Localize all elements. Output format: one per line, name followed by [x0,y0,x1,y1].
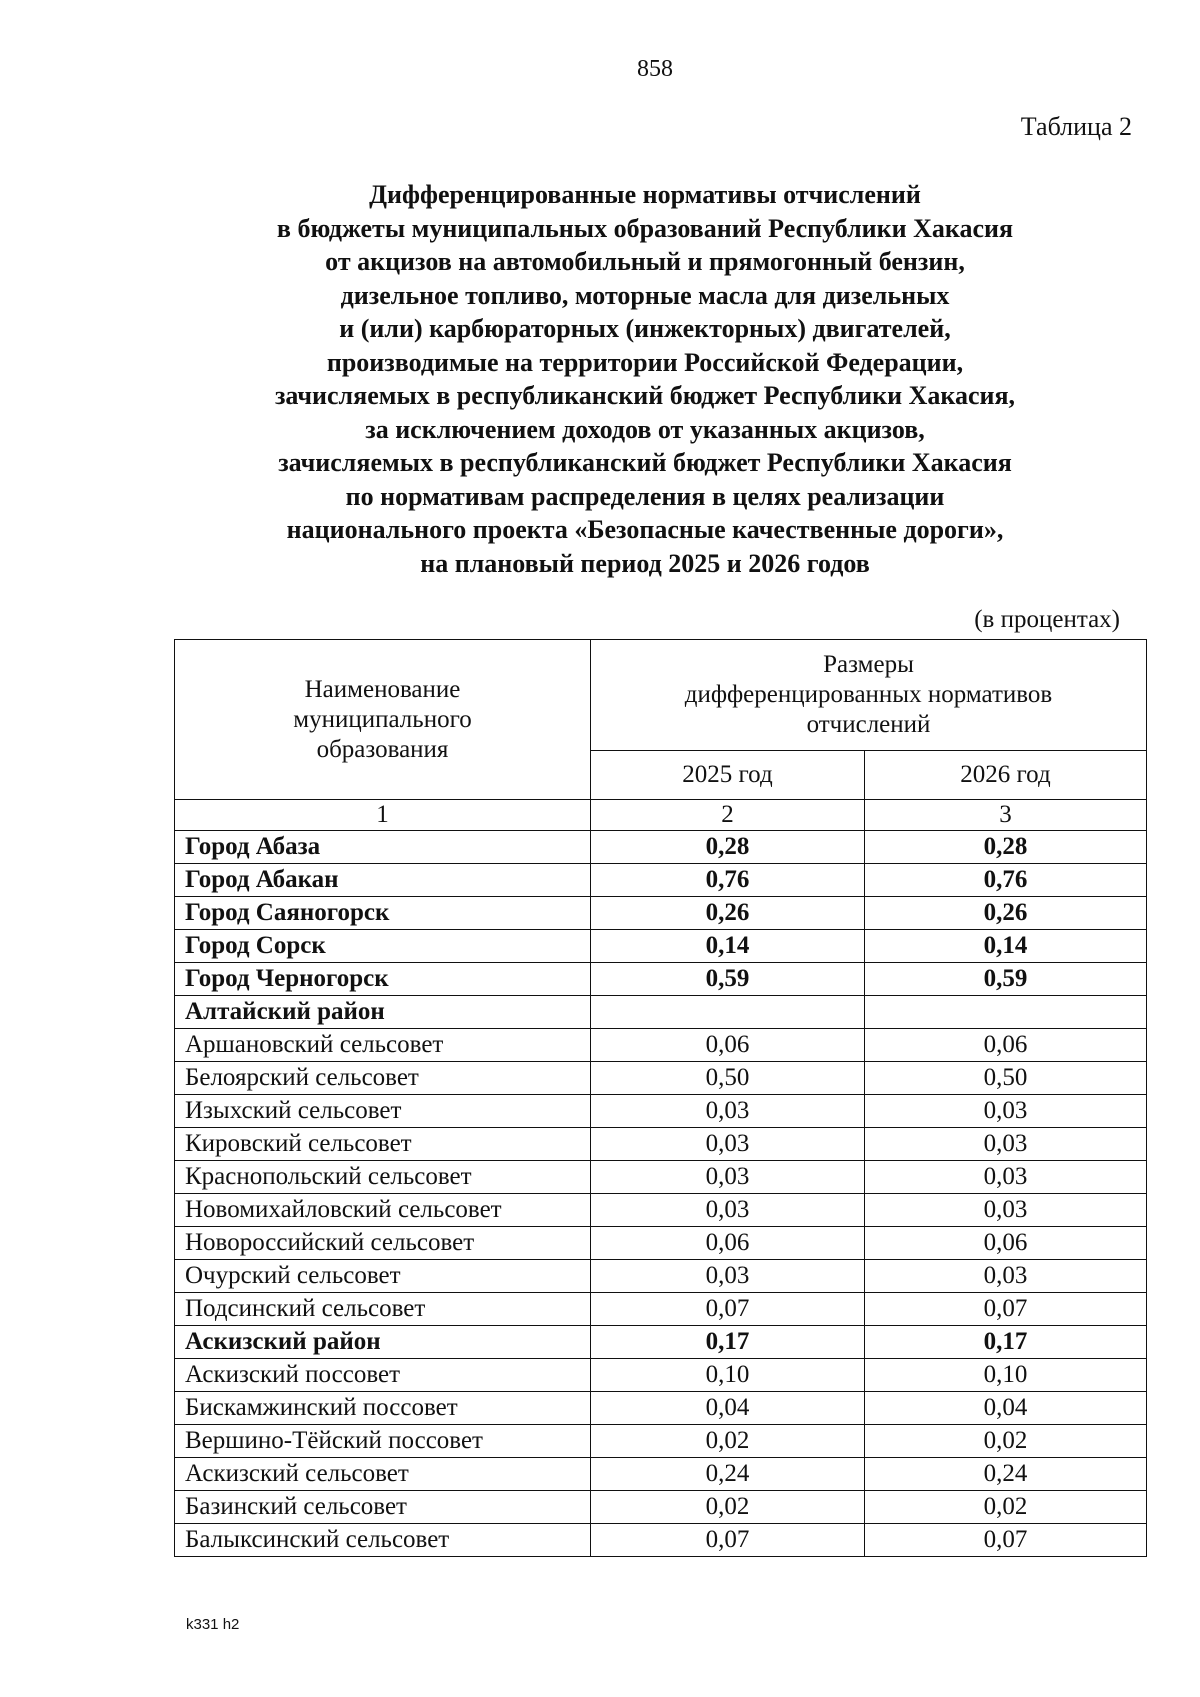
municipality-name: Аскизский сельсовет [175,1458,591,1491]
value-2026: 0,02 [865,1491,1147,1524]
table-row [175,831,1147,864]
header-municipality-line: муниципального [293,705,472,733]
municipality-name: Город Абакан [175,864,591,897]
table-row [175,1161,1147,1194]
title-line: по нормативам распределения в целях реализации [345,481,945,511]
table-row [175,1194,1147,1227]
header-municipality-line: Наименование [304,675,461,703]
municipality-name: Кировский сельсовет [175,1128,591,1161]
value-2026: 0,50 [865,1062,1147,1095]
municipality-name: Подсинский сельсовет [175,1293,591,1326]
value-2025: 0,10 [591,1359,865,1392]
value-2026: 0,10 [865,1359,1147,1392]
header-norm-sizes-line: дифференцированных нормативов [684,681,1053,708]
value-2026: 0,06 [865,1227,1147,1260]
value-2025: 0,17 [591,1326,865,1359]
table-row [175,1095,1147,1128]
table-row [175,1392,1147,1425]
value-2025: 0,24 [591,1458,865,1491]
table-row [175,1062,1147,1095]
value-2026: 0,28 [865,831,1147,864]
value-2026: 0,03 [865,1260,1147,1293]
table-row [175,1128,1147,1161]
value-2026: 0,76 [865,864,1147,897]
value-2026: 0,24 [865,1458,1147,1491]
table-row [175,864,1147,897]
value-2026: 0,26 [865,897,1147,930]
header-year-2026: 2026 год [865,751,1147,800]
value-2025: 0,59 [591,963,865,996]
municipality-name: Изыхский сельсовет [175,1095,591,1128]
title-line: зачисляемых в республиканский бюджет Республики Хакасия [278,448,1012,477]
header-row [175,640,1147,751]
header-municipality-line: образования [316,735,449,763]
municipality-name: Алтайский район [175,996,591,1029]
value-2025: 0,07 [591,1524,865,1557]
column-numbers-row [175,800,1147,831]
table-row [175,963,1147,996]
value-2026: 0,06 [865,1029,1147,1062]
table-row [175,1458,1147,1491]
document-title [150,178,1140,580]
value-2025: 0,04 [591,1392,865,1425]
municipality-name: Аскизский поссовет [175,1359,591,1392]
municipality-name: Белоярский сельсовет [175,1062,591,1095]
municipality-name: Очурский сельсовет [175,1260,591,1293]
title-line: в бюджеты муниципальных образований Республики Хакасия [276,213,1014,243]
table-label: Таблица 2 [1020,112,1132,141]
column-number: 3 [865,800,1147,831]
value-2025: 0,14 [591,930,865,963]
column-number: 1 [175,800,591,831]
table-row [175,1326,1147,1359]
value-2026: 0,07 [865,1524,1147,1557]
value-2025: 0,02 [591,1425,865,1458]
column-number: 2 [591,800,865,831]
municipality-name: Базинский сельсовет [175,1491,591,1524]
value-2025: 0,26 [591,897,865,930]
value-2026: 0,03 [865,1095,1147,1128]
title-line: и (или) карбюраторных (инжекторных) двигателей, [339,314,951,343]
table-row [175,1227,1147,1260]
value-2026: 0,02 [865,1425,1147,1458]
municipality-name: Аршановский сельсовет [175,1029,591,1062]
value-2026: 0,03 [865,1194,1147,1227]
title-line: зачисляемых в республиканский бюджет Республики Хакасия, [274,381,1016,410]
table-row [175,1029,1147,1062]
table-row [175,1260,1147,1293]
municipality-name: Балыксинский сельсовет [175,1524,591,1557]
value-2025: 0,76 [591,864,865,897]
value-2026: 0,07 [865,1293,1147,1326]
table-row [175,1524,1147,1557]
table-row [175,897,1147,930]
municipality-name: Город Абаза [175,831,591,864]
value-2026: 0,03 [865,1128,1147,1161]
value-2025: 0,03 [591,1194,865,1227]
value-2026: 0,17 [865,1326,1147,1359]
municipality-name: Бискамжинский поссовет [175,1392,591,1425]
header-norm-sizes-line: отчислений [806,711,931,738]
value-2026 [865,996,1147,1029]
value-2025: 0,07 [591,1293,865,1326]
value-2025: 0,06 [591,1227,865,1260]
value-2026: 0,14 [865,930,1147,963]
table-row [175,1293,1147,1326]
table-row [175,996,1147,1029]
municipality-name: Город Сорск [175,930,591,963]
table-row [175,1359,1147,1392]
title-line: национального проекта «Безопасные качественные дороги», [286,515,1004,544]
document-code: k331 h2 [186,1616,240,1633]
value-2025: 0,03 [591,1128,865,1161]
header-year-2025: 2025 год [591,751,865,800]
value-2025: 0,06 [591,1029,865,1062]
table-row [175,1425,1147,1458]
value-2026: 0,59 [865,963,1147,996]
value-2026: 0,04 [865,1392,1147,1425]
header-norm-sizes [591,640,1147,751]
municipality-name: Город Саяногорск [175,897,591,930]
title-line: дизельное топливо, моторные масла для дизельных [340,280,950,310]
value-2025: 0,28 [591,831,865,864]
municipality-name: Краснопольский сельсовет [175,1161,591,1194]
municipality-name: Новомихайловский сельсовет [175,1194,591,1227]
title-line: за исключением доходов от указанных акцизов, [365,414,925,444]
value-2025: 0,03 [591,1161,865,1194]
municipality-name: Город Черногорск [175,963,591,996]
value-2026: 0,03 [865,1161,1147,1194]
municipality-name: Аскизский район [175,1326,591,1359]
value-2025 [591,996,865,1029]
municipality-name: Новороссийский сельсовет [175,1227,591,1260]
table-row [175,930,1147,963]
value-2025: 0,50 [591,1062,865,1095]
header-norm-sizes-line: Размеры [823,651,914,678]
title-line: Дифференцированные нормативы отчислений [369,180,921,209]
header-municipality [175,640,591,800]
title-line: на плановый период 2025 и 2026 годов [420,548,870,578]
value-2025: 0,02 [591,1491,865,1524]
norms-table [174,639,1147,1557]
value-2025: 0,03 [591,1260,865,1293]
value-2025: 0,03 [591,1095,865,1128]
page-number: 858 [637,56,673,82]
municipality-name: Вершино-Тёйский поссовет [175,1425,591,1458]
table-row [175,1491,1147,1524]
title-line: от акцизов на автомобильный и прямогонный бензин, [325,247,965,276]
title-line: производимые на территории Российской Федерации, [326,347,964,377]
units-note: (в процентах) [974,606,1120,633]
